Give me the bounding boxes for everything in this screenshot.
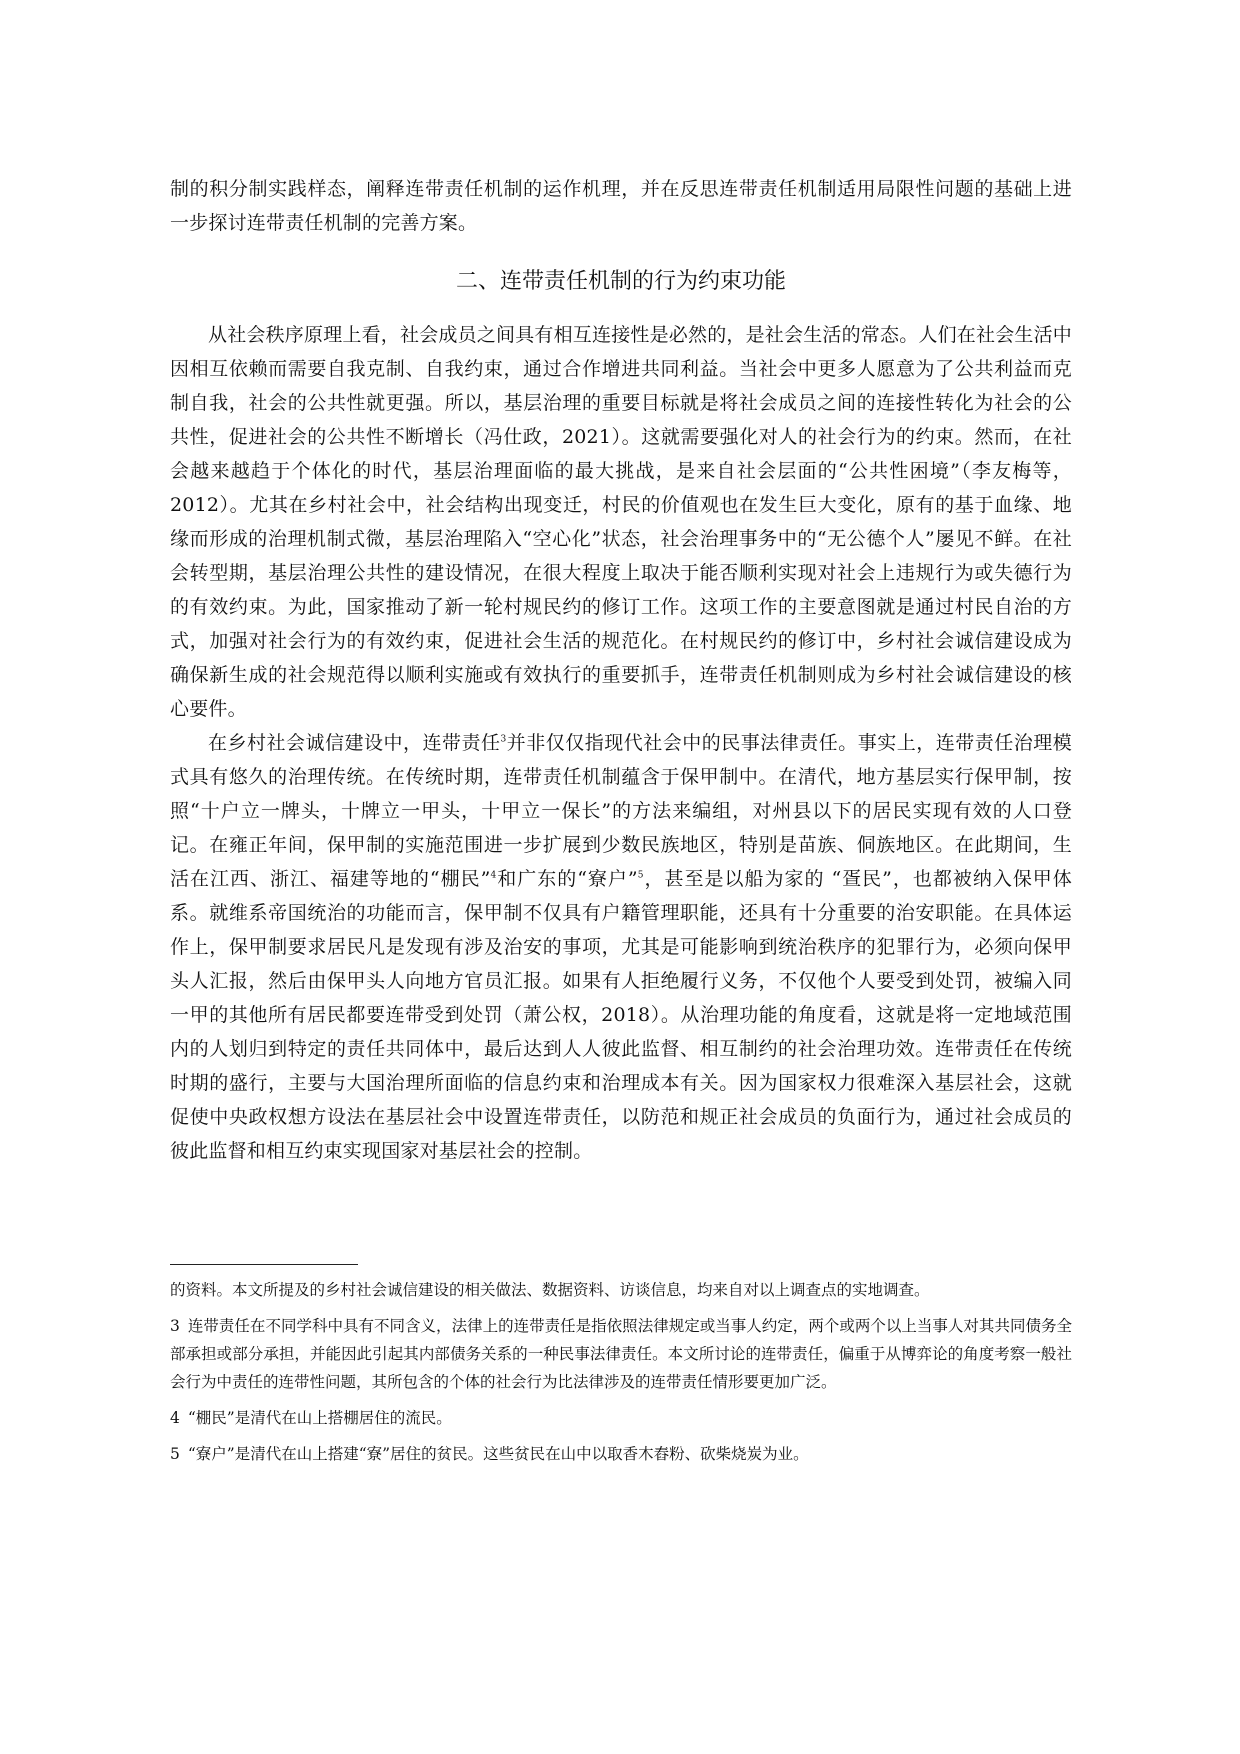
footnote-text: “寮户”是清代在山上搭建“寮”居住的贫民。这些贫民在山中以取香木舂粉、砍柴烧炭为业。 bbox=[187, 1445, 809, 1463]
footnote-text: “棚民”是清代在山上搭棚居住的流民。 bbox=[187, 1409, 452, 1427]
intro-paragraph: 制的积分制实践样态，阐释连带责任机制的运作机理，并在反思连带责任机制适用局限性问题的基础上进一步探讨连带责任机制的完善方案。 bbox=[170, 178, 1072, 234]
footnote-ref-4[interactable]: 4 bbox=[490, 870, 497, 881]
paragraph-2-part-b: 并非仅仅指现代社会中的民事法律责任。事实上，连带责任治理模式具有悠久的治理传统。在传统时期，连带责任机制蕴含于保甲制中。在清代，地方基层实行保甲制，按照“十户立一牌头，十牌立一甲头，十甲立一保长”的方法来编组，对州县以下的居民实现有效的人口登记。在雍正年间，保甲制的实施范围进一步扩展到少数民族地区，特别是苗族、侗族地区。在此期间，生活在江西、浙江、福建等地的“棚民” bbox=[170, 732, 1072, 890]
footnote-ref-5[interactable]: 5 bbox=[637, 870, 644, 881]
paragraph-1: 从社会秩序原理上看，社会成员之间具有相互连接性是必然的，是社会生活的常态。人们在社会生活中因相互依赖而需要自我克制、自我约束，通过合作增进共同利益。当社会中更多人愿意为了公共利益而克制自我，社会的公共性就更强。所以，基层治理的重要目标就是将社会成员之间的连接性转化为社会的公共性，促进社会的公共性不断增长（冯仕政，2021）。这就需要强化对人的社会行为的约束。然而，在社会越来越趋于个体化的时代，基层治理面临的最大挑战，是来自社会层面的“公共性困境”（李友梅等，2012）。尤其在乡村社会中，社会结构出现变迁，村民的价值观也在发生巨大变化，原有的基于血缘、地缘而形成的治理机制式微，基层治理陷入“空心化”状态，社会治理事务中的“无公德个人”屡见不鲜。在社会转型期，基层治理公共性的建设情况，在很大程度上取决于能否顺利实现对社会上违规行为或失德行为的有效约束。为此，国家推动了新一轮村规民约的修订工作。这项工作的主要意图就是通过村民自治的方式，加强对社会行为的有效约束，促进社会生活的规范化。在村规民约的修订中，乡村社会诚信建设成为确保新生成的社会规范得以顺利实施或有效执行的重要抓手，连带责任机制则成为乡村社会诚信建设的核心要件。 bbox=[170, 324, 1073, 720]
footnote-continued: 的资料。本文所提及的乡村社会诚信建设的相关做法、数据资料、访谈信息，均来自对以上调查点的实地调查。 bbox=[170, 1281, 930, 1299]
paragraph-2-part-a: 在乡村社会诚信建设中，连带责任 bbox=[208, 732, 501, 754]
footnote-number: 5 bbox=[170, 1445, 180, 1463]
footnote-4 bbox=[170, 1404, 1072, 1432]
paragraph-2 bbox=[170, 726, 1072, 1168]
footnote-text: 连带责任在不同学科中具有不同含义，法律上的连带责任是指依照法律规定或当事人约定，两个或两个以上当事人对其共同债务全部承担或部分承担，并能因此引起其内部债务关系的一种民事法律责任。本文所讨论的连带责任，偏重于从博弈论的角度考察一般社会行为中责任的连带性问题，其所包含的个体的社会行为比法律涉及的连带责任情形要更加广泛。 bbox=[170, 1317, 1072, 1391]
footnotes-section bbox=[170, 1276, 1072, 1476]
footnote-number: 3 bbox=[170, 1317, 180, 1335]
footnote-number: 4 bbox=[170, 1409, 180, 1427]
footnote-3 bbox=[170, 1312, 1072, 1396]
section-heading: 二、连带责任机制的行为约束功能 bbox=[455, 269, 786, 294]
footnote-ref-3[interactable]: 3 bbox=[500, 734, 507, 745]
paragraph-2-part-d: ，甚至是以船为家的 “疍民”，也都被纳入保甲体系。就维系帝国统治的功能而言，保甲制不仅具有户籍管理职能，还具有十分重要的治安职能。在具体运作上，保甲制要求居民凡是发现有涉及治安的事项，尤其是可能影响到统治秩序的犯罪行为，必须向保甲头人汇报，然后由保甲头人向地方官员汇报。如果有人拒绝履行义务，不仅他个人要受到处罚，被编入同一甲的其他所有居民都要连带受到处罚（萧公权，2018）。从治理功能的角度看，这就是将一定地域范围内的人划归到特定的责任共同体中，最后达到人人彼此监督、相互制约的社会治理功效。连带责任在传统时期的盛行，主要与大国治理所面临的信息约束和治理成本有关。因为国家权力很难深入基层社会，这就促使中央政权想方设法在基层社会中设置连带责任，以防范和规正社会成员的负面行为，通过社会成员的彼此监督和相互约束实现国家对基层社会的控制。 bbox=[170, 868, 1073, 1162]
footnote-divider bbox=[170, 1264, 358, 1265]
page-body bbox=[170, 172, 1072, 1168]
paragraph-2-part-c: 和广东的“寮户” bbox=[496, 868, 638, 890]
footnote-5 bbox=[170, 1440, 1072, 1468]
